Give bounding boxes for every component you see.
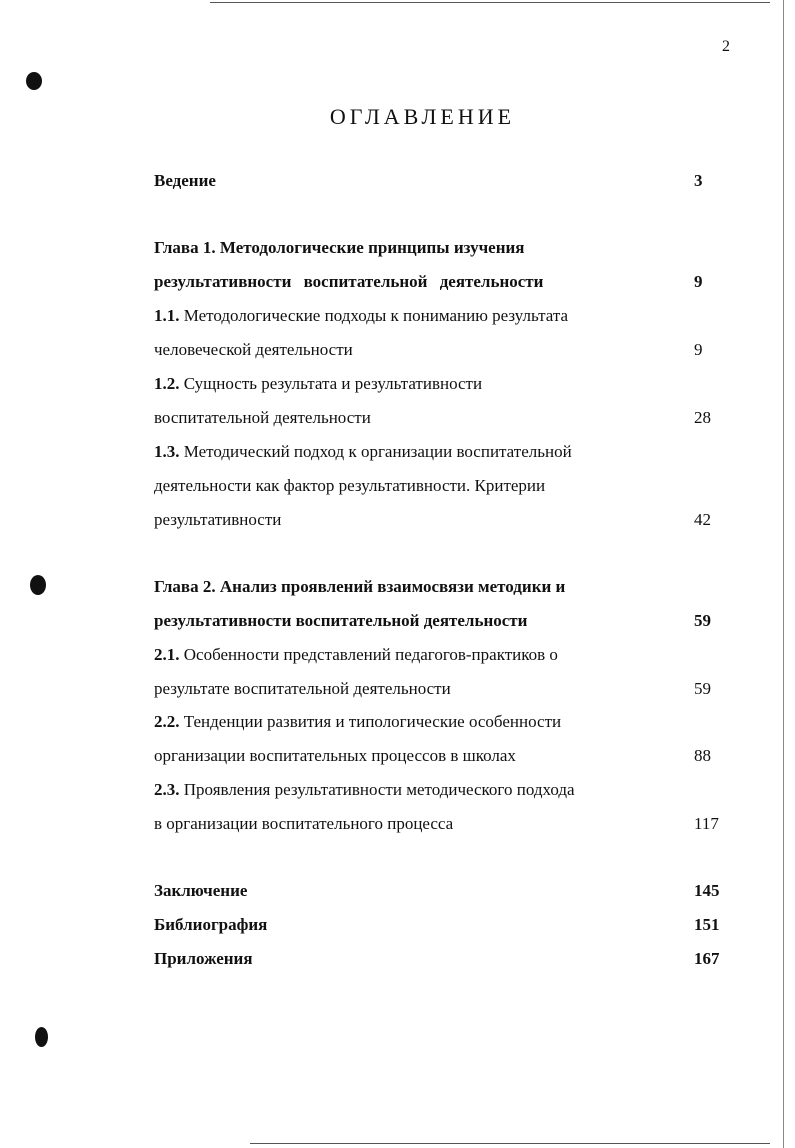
toc-entry-section-2-2[interactable]: 2.2. Тенденции развития и типологические особенности: [154, 712, 562, 731]
hole-punch-mark-bottom: [35, 1027, 48, 1047]
page-ref: 9: [694, 340, 703, 359]
hole-punch-mark-middle: [30, 575, 46, 595]
toc-entry-appendices[interactable]: Приложения 167: [154, 949, 720, 968]
page-ref: 167: [694, 949, 720, 968]
toc-entry-section-1-3-end[interactable]: результативности 42: [154, 510, 711, 529]
toc-entry-section-2-2-cont[interactable]: организации воспитательных процессов в школах 88: [154, 746, 711, 765]
page-ref: 88: [694, 746, 711, 765]
page-ref: 117: [694, 814, 719, 833]
toc-entry-section-2-3-cont[interactable]: в организации воспитательного процесса 117: [154, 814, 719, 833]
scan-right-edge: [783, 0, 784, 1148]
toc-entry-section-1-2-cont[interactable]: воспитательной деятельности 28: [154, 408, 711, 427]
page-ref: 151: [694, 915, 720, 934]
toc-entry-section-1-1-cont[interactable]: человеческой деятельности 9: [154, 340, 703, 359]
scan-top-rule: [210, 2, 770, 3]
toc-entry-chapter-1-cont[interactable]: результативности воспитательной деятельности 9: [154, 272, 703, 291]
page-ref: 42: [694, 510, 711, 529]
page-ref: 3: [694, 171, 703, 190]
toc-entry-section-1-2[interactable]: 1.2. Сущность результата и результативности: [154, 374, 483, 393]
toc-entry-chapter-1[interactable]: Глава 1. Методологические принципы изучения: [154, 238, 525, 257]
scan-bottom-rule: [250, 1143, 770, 1144]
toc-entry-conclusion[interactable]: Заключение 145: [154, 881, 720, 900]
toc-entry-chapter-2-cont[interactable]: результативности воспитательной деятельности 59: [154, 611, 711, 630]
page-ref: 59: [694, 679, 711, 698]
toc-entry-section-2-3[interactable]: 2.3. Проявления результативности методического подхода: [154, 780, 575, 799]
toc-entry-chapter-2[interactable]: Глава 2. Анализ проявлений взаимосвязи методики и: [154, 577, 566, 596]
page-ref: 59: [694, 611, 711, 630]
page-number: 2: [722, 38, 730, 55]
page-ref: 9: [694, 272, 703, 291]
toc-entry-bibliography[interactable]: Библиография 151: [154, 915, 720, 934]
toc-entry-section-1-3-cont[interactable]: деятельности как фактор результативности. Критерии: [154, 476, 546, 495]
page-ref: 145: [694, 881, 720, 900]
toc-entry-section-1-1[interactable]: 1.1. Методологические подходы к пониманию результата: [154, 306, 569, 325]
toc-title: ОГЛАВЛЕНИЕ: [329, 104, 516, 129]
toc-entry-section-2-1[interactable]: 2.1. Особенности представлений педагогов-практиков о: [154, 645, 558, 664]
page-ref: 28: [694, 408, 711, 427]
toc-entry-section-2-1-cont[interactable]: результате воспитательной деятельности 59: [154, 679, 711, 698]
toc-entry-introduction[interactable]: Ведение 3: [154, 171, 703, 190]
hole-punch-mark-top: [26, 72, 42, 90]
toc-entry-section-1-3[interactable]: 1.3. Методический подход к организации воспитательной: [154, 442, 572, 461]
